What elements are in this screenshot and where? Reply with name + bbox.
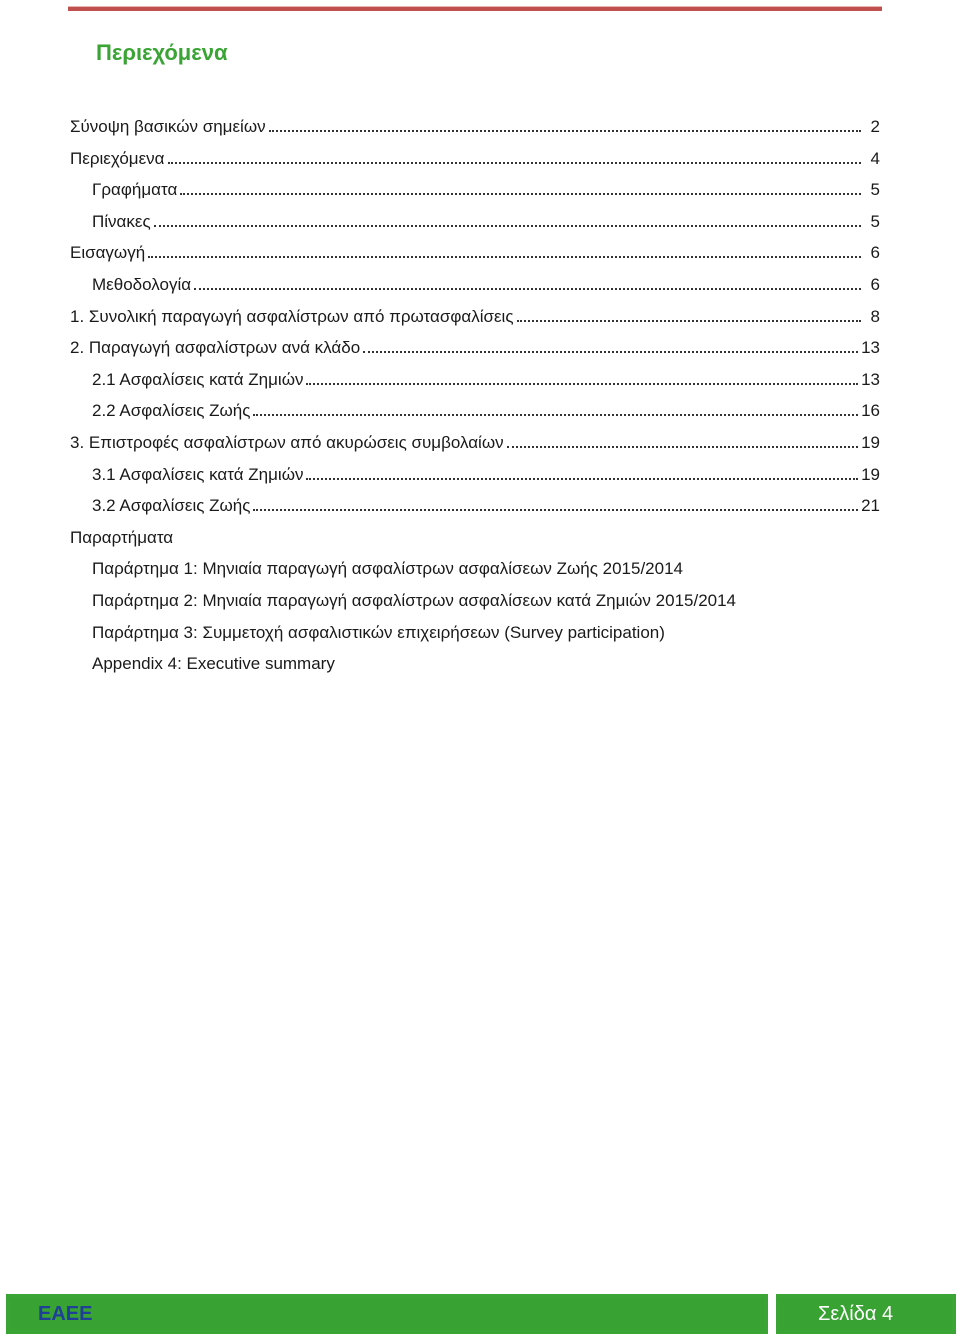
toc-entry-title: Παράρτημα 2: Μηνιαία παραγωγή ασφαλίστρων ασφαλίσεων κατά Ζημιών 2015/2014: [92, 590, 737, 610]
toc-entry[interactable]: [70, 303, 880, 335]
toc-entry-title: Παράρτημα 3: Συμμετοχή ασφαλιστικών επιχειρήσεων (Survey participation): [92, 622, 665, 642]
toc-entry-title: Παραρτήματα: [70, 527, 174, 547]
toc-entry[interactable]: [70, 461, 880, 493]
toc-entry[interactable]: [70, 397, 880, 429]
toc-entry[interactable]: [70, 176, 880, 208]
toc-dot-leader: [517, 320, 861, 322]
toc-dot-leader: [253, 414, 858, 416]
toc-dot-leader: [306, 383, 858, 385]
toc-entry-title: 2. Παραγωγή ασφαλίστρων ανά κλάδο: [70, 338, 361, 358]
toc-dot-leader: [168, 162, 861, 164]
footer-page-number: Σελίδα 4: [818, 1303, 894, 1325]
toc-entry-page: 13: [861, 338, 880, 358]
toc-entry-title: Appendix 4: Executive summary: [92, 654, 335, 674]
toc-entry-page: 5: [870, 211, 880, 231]
toc-entry[interactable]: [70, 145, 880, 177]
toc-entry-page: 16: [861, 401, 880, 421]
toc-list: [70, 113, 880, 682]
toc-entry[interactable]: [70, 429, 880, 461]
toc-entry[interactable]: [70, 334, 880, 366]
page-title: Περιεχόμενα: [96, 40, 228, 65]
toc-entry-title: 2.1 Ασφαλίσεις κατά Ζημιών: [92, 369, 304, 389]
page-footer: [0, 1286, 960, 1339]
toc-entry-page: 21: [861, 496, 880, 516]
toc-entry-title: Σύνοψη βασικών σημείων: [70, 117, 266, 136]
toc-dot-leader: [154, 225, 861, 227]
toc-entry[interactable]: [70, 366, 880, 398]
toc-dot-leader: [363, 351, 858, 353]
toc-entry-title: 3.2 Ασφαλίσεις Ζωής: [92, 496, 251, 516]
footer-bar-left: [6, 1294, 768, 1334]
toc-entry[interactable]: [70, 492, 880, 524]
toc-dot-leader: [253, 509, 858, 511]
top-rule: [68, 6, 882, 11]
toc-dot-leader: [148, 256, 861, 258]
footer-org-name: ΕΑΕΕ: [38, 1303, 93, 1325]
toc-entry-title: Παράρτημα 1: Μηνιαία παραγωγή ασφαλίστρων ασφαλίσεων Ζωής 2015/2014: [92, 559, 683, 579]
toc-entry-title: 1. Συνολική παραγωγή ασφαλίστρων από πρωτασφαλίσεις: [70, 306, 514, 326]
toc-entry-title: Μεθοδολογία: [92, 274, 192, 294]
toc-dot-leader: [507, 446, 858, 448]
toc-dot-leader: [306, 478, 858, 480]
toc-entry-page: 13: [861, 369, 880, 389]
toc-entry-page: 6: [870, 274, 880, 294]
toc-entry-page: 4: [870, 148, 880, 168]
toc-entry-page: 19: [861, 464, 880, 484]
toc-entry-page: 2: [870, 117, 880, 136]
toc-entry-page: 5: [870, 180, 880, 200]
toc-entry[interactable]: [70, 271, 880, 303]
toc-entry[interactable]: [70, 113, 880, 145]
toc-entry-title: Πίνακες: [92, 211, 151, 231]
toc-entry[interactable]: [70, 587, 880, 619]
toc-entry[interactable]: [70, 619, 880, 651]
toc-entry-title: Εισαγωγή: [70, 243, 146, 263]
toc-entry-title: 3. Επιστροφές ασφαλίστρων από ακυρώσεις συμβολαίων: [70, 432, 504, 452]
toc-entry-page: 6: [870, 243, 880, 263]
toc-entry-title: 3.1 Ασφαλίσεις κατά Ζημιών: [92, 464, 304, 484]
toc-dot-leader: [180, 193, 861, 195]
toc-entry[interactable]: [70, 555, 880, 587]
toc-entry[interactable]: [70, 208, 880, 240]
toc-entry-page: 19: [861, 432, 880, 452]
toc-entry[interactable]: [70, 239, 880, 271]
toc-entry[interactable]: [70, 650, 880, 682]
toc-dot-leader: [269, 130, 861, 132]
toc-entry-title: Γραφήματα: [92, 180, 178, 200]
toc-entry-page: 8: [870, 306, 880, 326]
toc-entry-title: Περιεχόμενα: [70, 148, 165, 168]
toc-entry-title: 2.2 Ασφαλίσεις Ζωής: [92, 401, 251, 421]
toc-entry[interactable]: [70, 524, 880, 556]
toc-dot-leader: [194, 288, 861, 290]
